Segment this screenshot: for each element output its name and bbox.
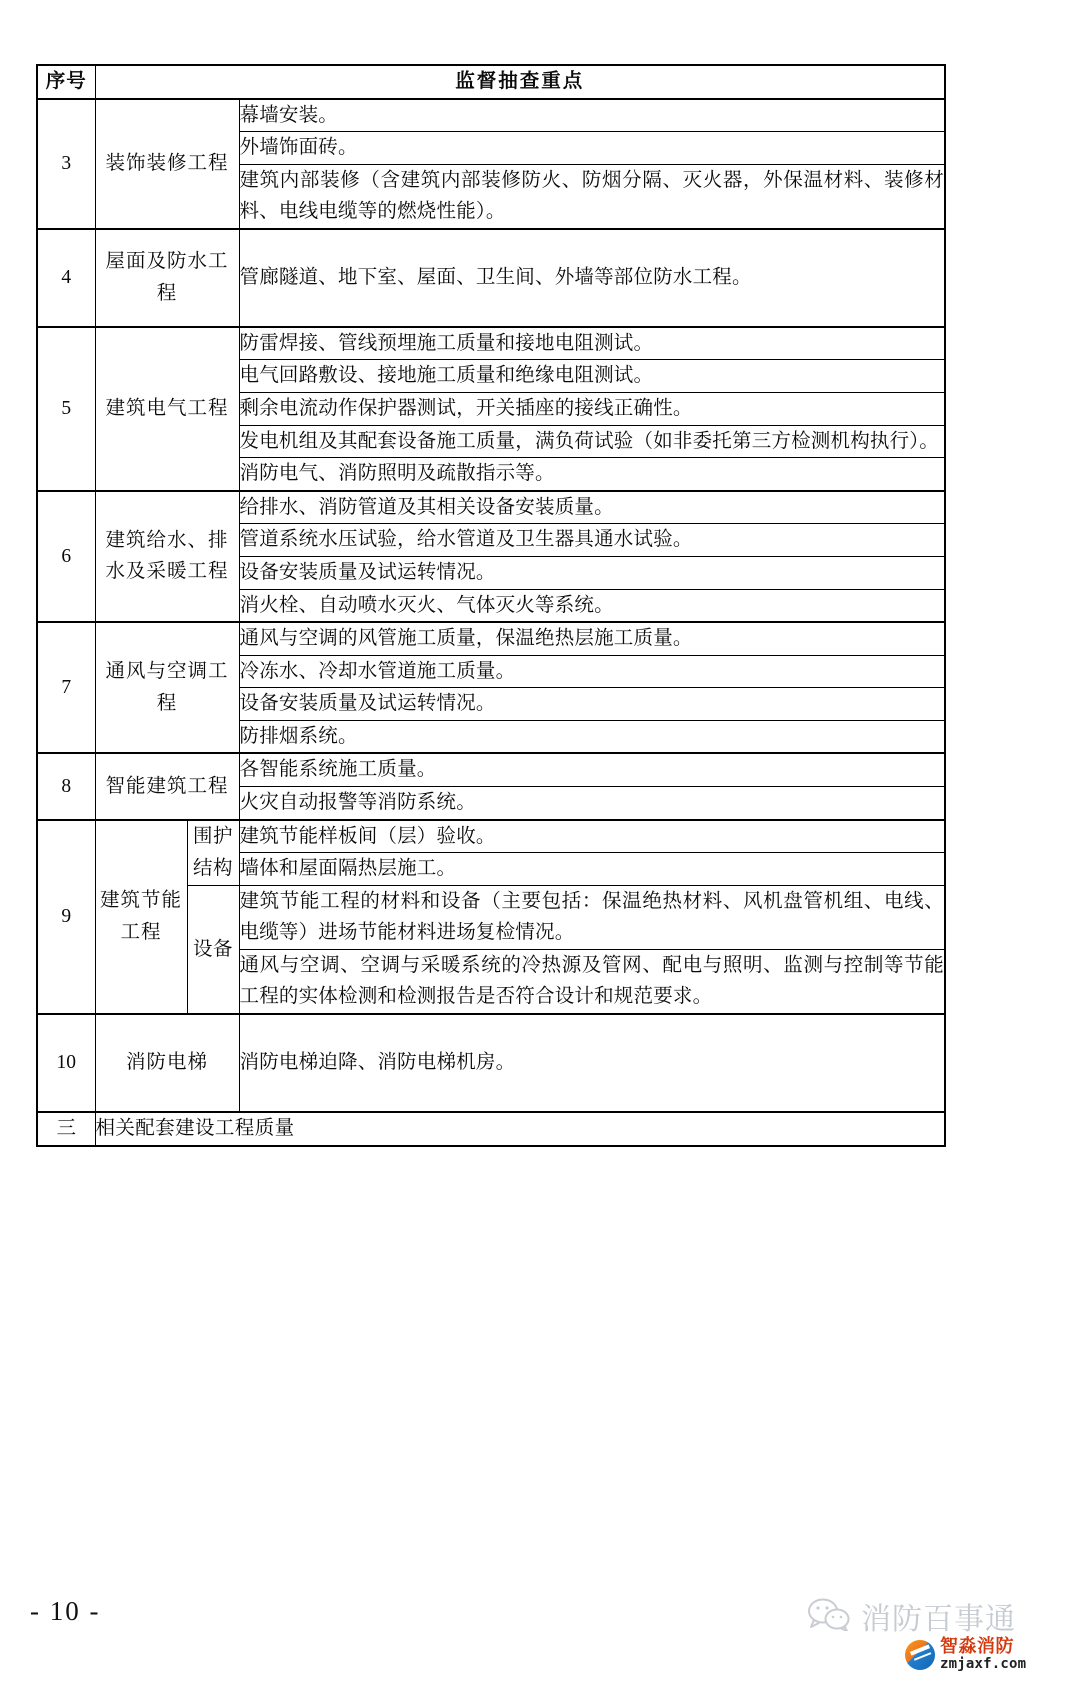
row-number: 4 xyxy=(37,229,95,327)
row-item: 给排水、消防管道及其相关设备安装质量。 xyxy=(239,491,945,524)
row-category: 通风与空调工程 xyxy=(95,622,239,753)
row-item: 各智能系统施工质量。 xyxy=(239,753,945,786)
row-number: 9 xyxy=(37,820,95,1014)
page-number: - 10 - xyxy=(30,1596,101,1626)
table-section-row xyxy=(37,1112,945,1146)
watermark-text: 消防百事通 xyxy=(861,1602,1016,1637)
row-item: 消防电梯迫降、消防电梯机房。 xyxy=(239,1014,945,1112)
row-category: 智能建筑工程 xyxy=(95,753,239,819)
row-category: 屋面及防水工程 xyxy=(95,229,239,327)
brand-logo-icon xyxy=(905,1640,935,1670)
row-subgroup-label: 设备 xyxy=(187,885,239,1014)
row-item: 建筑节能工程的材料和设备（主要包括：保温绝热材料、风机盘管机组、电线、电缆等）进场节能材料进场复检情况。 xyxy=(239,885,945,949)
row-item: 幕墙安装。 xyxy=(239,99,945,132)
row-item: 建筑节能样板间（层）验收。 xyxy=(239,820,945,853)
row-number: 7 xyxy=(37,622,95,753)
row-item: 通风与空调、空调与采暖系统的冷热源及管网、配电与照明、监测与控制等节能工程的实体检测和检测报告是否符合设计和规范要求。 xyxy=(239,949,945,1014)
row-item: 防雷焊接、管线预埋施工质量和接地电阻测试。 xyxy=(239,327,945,360)
header-cell-no: 序号 xyxy=(37,65,95,99)
wechat-icon xyxy=(806,1597,852,1636)
table-row xyxy=(37,327,945,360)
table-row xyxy=(37,229,945,327)
brand-url: zmjaxf.com xyxy=(940,1655,1027,1672)
supervision-inspection-table xyxy=(36,64,946,1147)
table-row xyxy=(37,820,945,853)
row-item: 防排烟系统。 xyxy=(239,720,945,753)
row-subgroup-label: 围护结构 xyxy=(187,820,239,886)
row-number: 10 xyxy=(37,1014,95,1112)
row-item: 消防电气、消防照明及疏散指示等。 xyxy=(239,458,945,491)
row-item: 设备安装质量及试运转情况。 xyxy=(239,556,945,589)
row-number: 3 xyxy=(37,99,95,229)
table-header-row xyxy=(37,65,945,99)
row-number: 8 xyxy=(37,753,95,819)
supervision-table-wrapper xyxy=(36,64,944,1147)
table-row xyxy=(37,99,945,132)
row-item: 发电机组及其配套设备施工质量，满负荷试验（如非委托第三方检测机构执行）。 xyxy=(239,425,945,458)
row-item: 墙体和屋面隔热层施工。 xyxy=(239,853,945,886)
header-cell-focus: 监督抽查重点 xyxy=(95,65,945,99)
row-category: 消防电梯 xyxy=(95,1014,239,1112)
brand-text-block xyxy=(940,1638,1026,1671)
brand-name: 智淼消防 xyxy=(940,1636,1014,1657)
row-number: 5 xyxy=(37,327,95,491)
row-item: 剩余电流动作保护器测试，开关插座的接线正确性。 xyxy=(239,393,945,426)
table-row xyxy=(37,622,945,655)
table-row xyxy=(37,1014,945,1112)
row-item: 管廊隧道、地下室、屋面、卫生间、外墙等部位防水工程。 xyxy=(239,229,945,327)
row-category: 建筑电气工程 xyxy=(95,327,239,491)
table-row xyxy=(37,753,945,786)
table-row xyxy=(37,491,945,524)
row-item: 管道系统水压试验，给水管道及卫生器具通水试验。 xyxy=(239,524,945,557)
row-item: 外墙饰面砖。 xyxy=(239,132,945,165)
row-category: 装饰装修工程 xyxy=(95,99,239,229)
row-item: 消火栓、自动喷水灭火、气体灭火等系统。 xyxy=(239,589,945,622)
row-category: 建筑给水、排水及采暖工程 xyxy=(95,491,239,622)
brand-badge xyxy=(905,1638,1026,1671)
section-number: 三 xyxy=(37,1112,95,1146)
section-title: 相关配套建设工程质量 xyxy=(95,1112,945,1146)
row-item: 火灾自动报警等消防系统。 xyxy=(239,786,945,819)
row-number: 6 xyxy=(37,491,95,622)
watermark xyxy=(806,1594,1016,1638)
row-item: 设备安装质量及试运转情况。 xyxy=(239,688,945,721)
row-item: 电气回路敷设、接地施工质量和绝缘电阻测试。 xyxy=(239,360,945,393)
row-category: 建筑节能工程 xyxy=(95,820,187,1014)
row-item: 通风与空调的风管施工质量，保温绝热层施工质量。 xyxy=(239,622,945,655)
row-item: 冷冻水、冷却水管道施工质量。 xyxy=(239,655,945,688)
row-item: 建筑内部装修（含建筑内部装修防火、防烟分隔、灭火器，外保温材料、装修材料、电线电缆等的燃烧性能）。 xyxy=(239,164,945,229)
